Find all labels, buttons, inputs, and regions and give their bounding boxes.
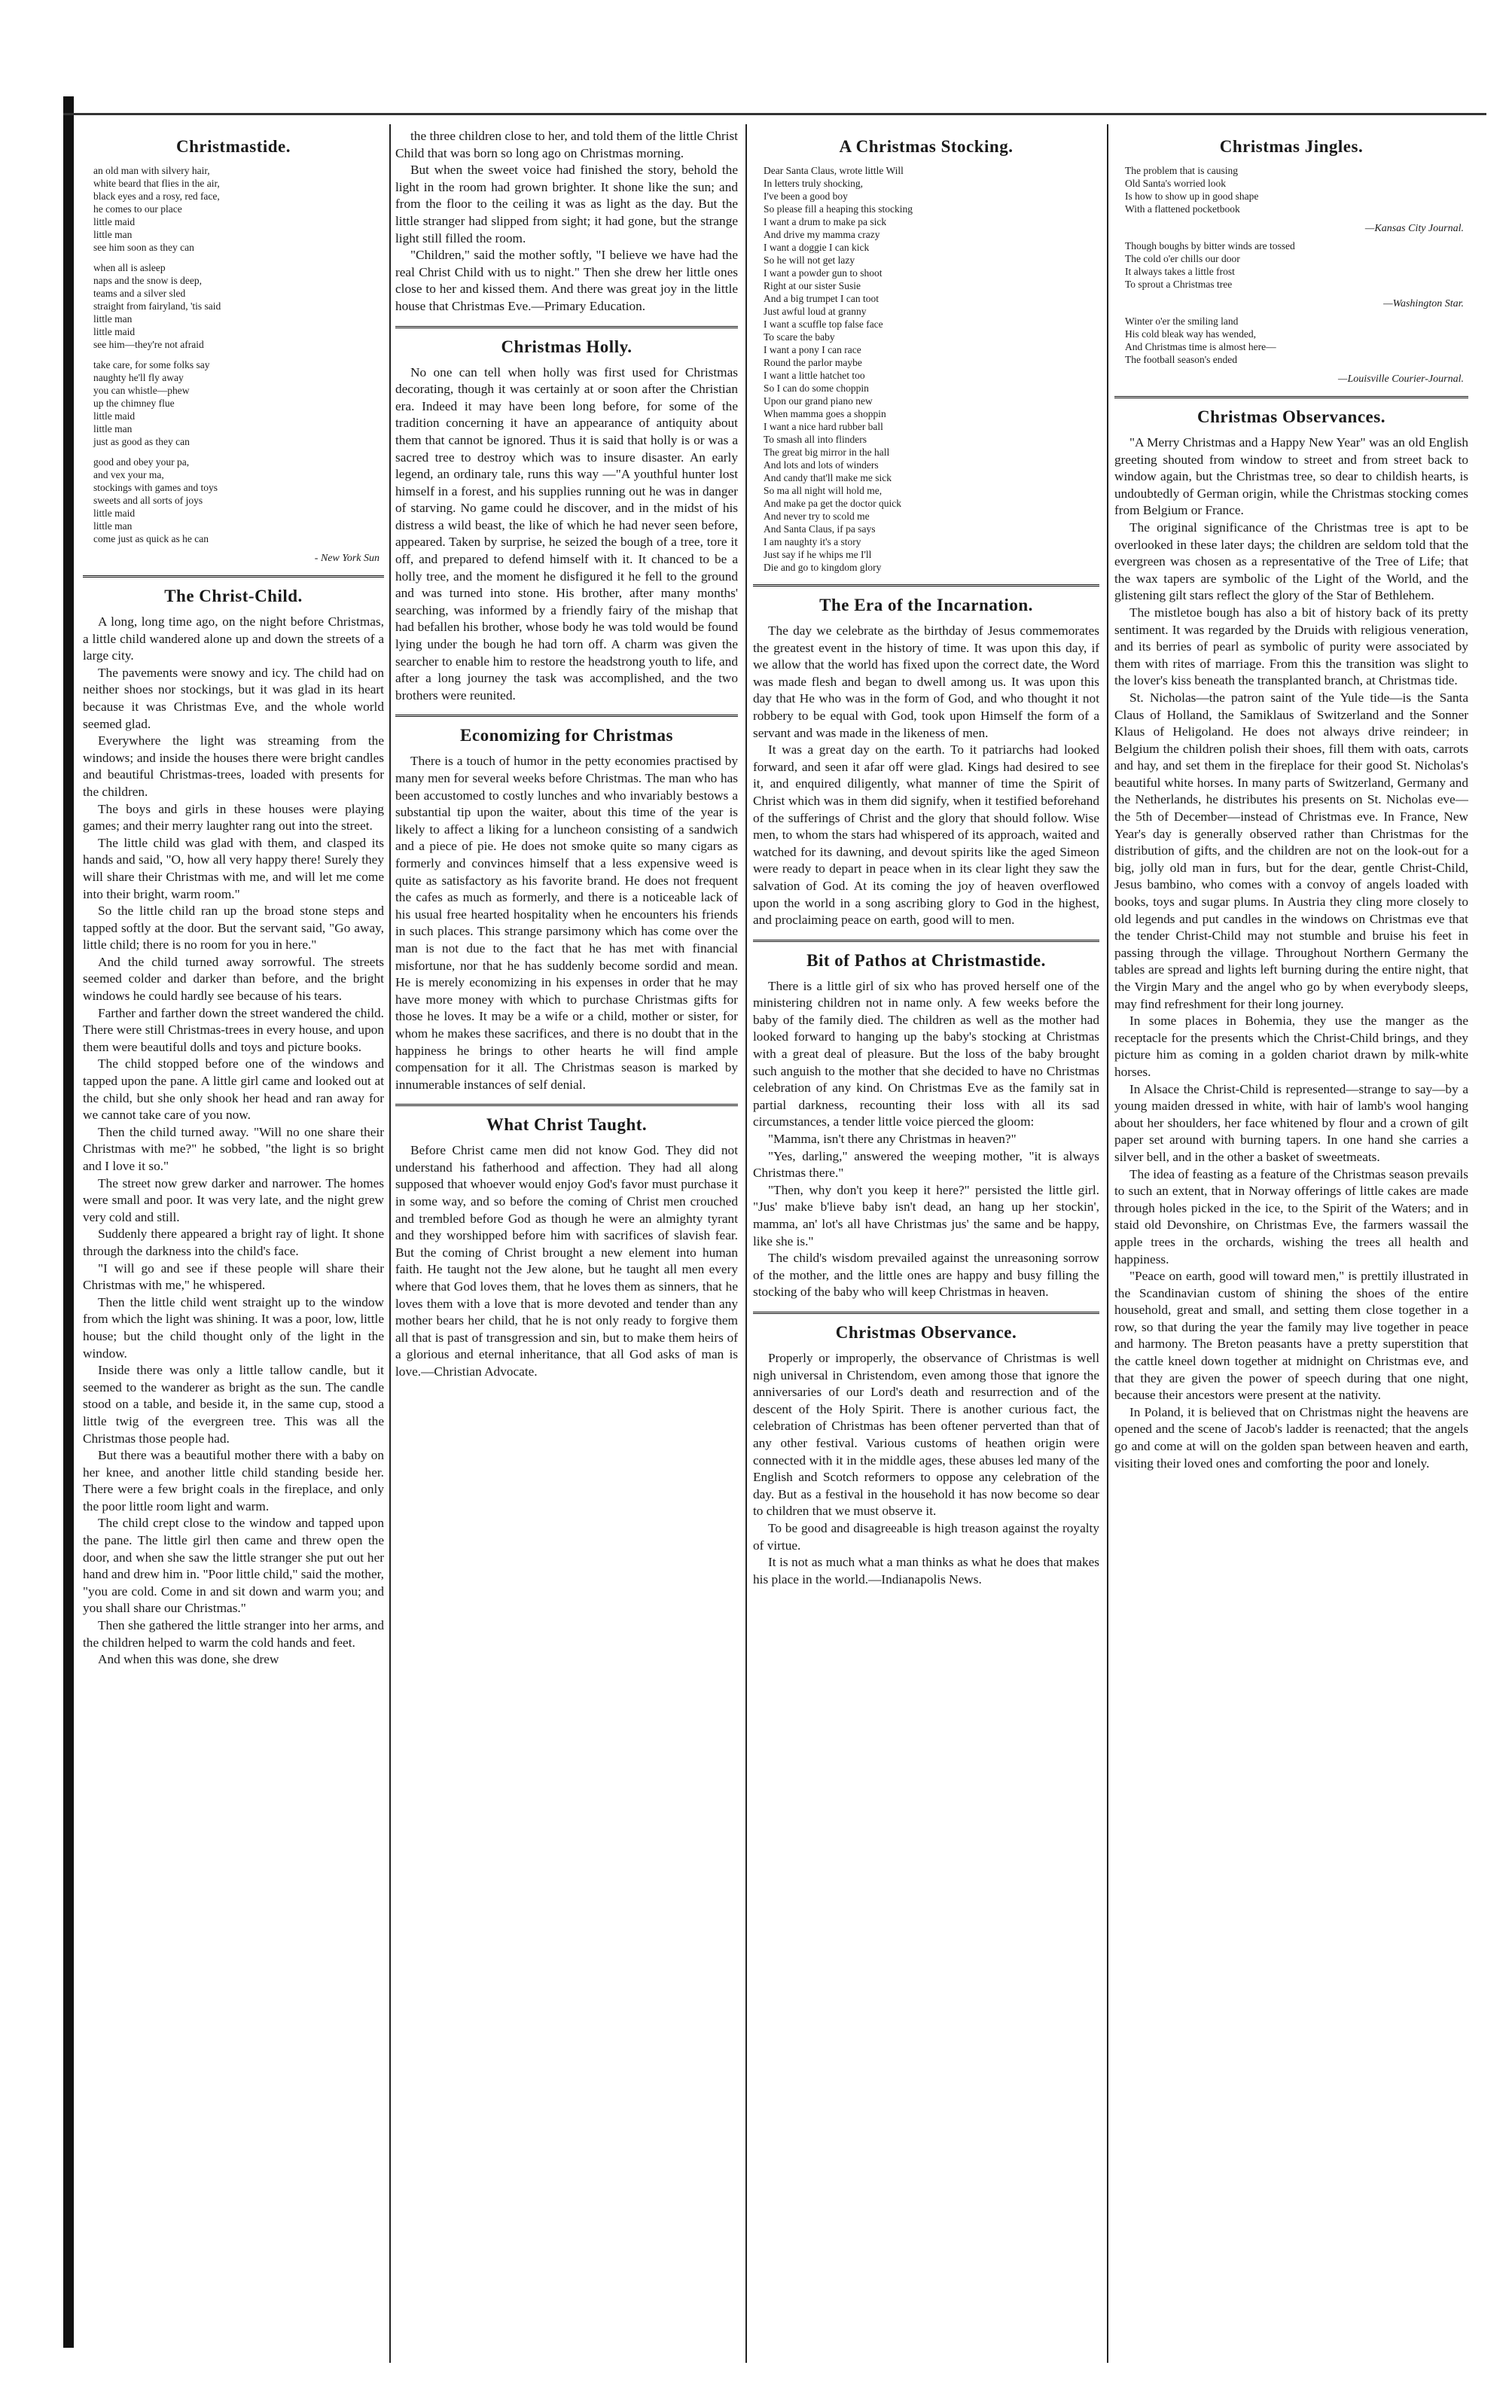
article-christmas-holly [395,326,738,705]
body-paragraph: In Poland, it is believed that on Christmas night the heavens are opened and the scene of Jacob's ladder is reenacted; that the angels go and come at will on the golden span between heaven and earth, visiting their loved ones and comforting the poor and lonely. [1114,1404,1468,1471]
body-paragraph: St. Nicholas—the patron saint of the Yule tide—is the Santa Claus of Holland, the Samiklaus of Switzerland and the Sonner Klaus of Heligoland. He does not always drive reindeer; in Belgium the children polish their shoes, fill them with oats, carrots and hay, and set them in the fireplace for their good St. Nicholas's beautiful white horses. In many parts of Switzerland, Germany and the Netherlands, he distributes his presents on St. Nicholas eve—the 5th of December—instead of Christmas eve. In France, New Year's day is generally observed rather than Christmas for the distribution of gifts, and the children are not on the look-out for a big, jolly old man in furs, but for the dear, gentle Christ-Child, Jesus bambino, who comes with a convoy of angels loaded with books, toys and sugar plums. In Austria they cling more closely to old legends and put candles in the windows on Christmas eve that the tender Christ-Child may not stumble and bruise his feet in passing through the village. Throughout Northern Germany the tables are spread and lights left burning during the entire night, that the Virgin Mary and the angel who go by when everybody sleeps, may find refreshment for their long journey. [1114,690,1468,1011]
body-paragraph: To be good and disagreeable is high treason against the royalty of virtue. [753,1520,1099,1553]
article-the-era-of-the-incarnation [753,584,1099,929]
body-paragraph: The mistletoe bough has also a bit of history back of its pretty sentiment. It was regarded by the Druids with religious veneration, and its berries of pearl as symbolic of purity were associated by them with rites of marriage. From this the transition was slight to the lover's kiss beneath the transplanted branch, at Christmas tide. [1114,605,1468,688]
body-paragraph: But there was a beautiful mother there with a baby on her knee, and another little child standing beside her. There were a few bright coals in the fireplace, and only the poor little room light and warm. [83,1448,384,1513]
article-christmas-observances [1114,396,1468,1472]
poem-stanza: take care, for some folks say naughty he'll fly away you can whistle—phew up the chimney flue little maid little man just as good as they can [93,359,210,447]
body-paragraph: So the little child ran up the broad stone steps and tapped softly at the door. But the servant said, "Go away, little child; there is no room for you in here." [83,904,384,953]
source-credit: —Louisville Courier-Journal. [1338,373,1464,385]
body-paragraph: Inside there was only a little tallow candle, but it seemed to the wanderer as bright as the sun. The candle stood on a table, and beside it, in the same cup, stood a little twig of the evergreen tree. This was all the Christmas those people had. [83,1363,384,1446]
source-credit: —Washington Star. [1383,298,1464,309]
article-headline: What Christ Taught. [486,1115,648,1135]
poem-stanza: Winter o'er the smiling land His cold bleak way has wended, And Christmas time is almost here— The football season's ended [1125,315,1276,365]
column-rule [745,124,747,2363]
body-paragraph: The idea of feasting as a feature of the Christmas season prevails to such an extent, that in Norway offerings of little cakes are made through holes picked in the ice, to the Spirit of the Waters; and in staid old Devonshire, on Christmas Eve, the farmers wassail the apple trees in the orchards, wishing the trees all health and happiness. [1114,1166,1468,1266]
article-divider [753,584,1099,587]
body-paragraph: But when the sweet voice had finished the story, behold the light in the room had grown brighter. It shone like the sun; and from the floor to the ceiling it was as light as the day. But the little stranger had slipped from sight; it had gone, but the strange light still filled the room. [395,163,738,245]
article-divider [753,940,1099,942]
article-headline: Christmastide. [175,137,291,156]
body-paragraph: Everywhere the light was streaming from the windows; and inside the houses there were bright candles and beautiful Christmas-trees, loaded with presents for the children. [83,733,384,799]
article-what-christ-taught [395,1104,738,1380]
article-a-christmas-stocking [753,137,1099,574]
article-divider [395,1104,738,1106]
body-paragraph: Farther and farther down the street wandered the child. There were still Christmas-trees in every house, and upon them were beautiful dolls and toys and picture books. [83,1005,384,1054]
top-rule [63,113,1486,115]
body-paragraph: The street now grew darker and narrower. The homes were small and poor. It was very late, and the night grew very cold and still. [83,1175,384,1224]
article-christmas-observance [753,1312,1099,1588]
body-paragraph: There is a touch of humor in the petty economies practised by many men for several weeks before Christmas. The man who has been accustomed to costly lunches and who invariably bestows a substantial tip upon the waiter, about this time of the year is likely to affect a liking for a luncheon consisting of a sandwich and a piece of pie. He does not smoke quite so many cigars as formerly and convinces himself that a less expensive weed is quite as satisfactory as his favorite brand. He does not frequent the cafes as much as formerly, and there is a noticeable lack of his usual free hearted hospitality when he encounters his friends in such places. This strange parsimony which has come over the man is not due to the fact that he has met with financial misfortune, nor that he has suddenly become sordid and mean. He is merely economizing in his expenses in order that he may have more money with which to purchase Christmas gifts for those he loves. It may be a wife or a child, mother or sister, for whom he makes these sacrifices, and there is no doubt that in the happiness he brings to other hearts he will find ample compensation for it all. The Christmas season is marked by innumerable instances of self denial. [395,754,738,1092]
body-paragraph: "A Merry Christmas and a Happy New Year" was an old English greeting shouted from window to street and from street back to window again, but the Christmas tree, so dear to childish hearts, is undoubtedly of German origin, while the Christmas stocking comes from Belgium or France. [1114,435,1468,518]
article-headline: Bit of Pathos at Christmastide. [806,950,1046,970]
body-paragraph: "Mamma, isn't there any Christmas in heaven?" [768,1132,1017,1147]
body-paragraph: The child stopped before one of the windows and tapped upon the pane. A little girl came and looked out at the child, but she only shook her head and ran away for we cannot take care of you now. [83,1056,384,1123]
article-christmastide [83,137,384,565]
column-2 [395,128,738,2363]
article-headline: The Christ-Child. [164,587,303,605]
body-paragraph: It is not as much what a man thinks as what he does that makes his place in the world.—Indianapolis News. [753,1555,1099,1587]
poem-stanza: Though boughs by bitter winds are tossed The cold o'er chills our door It always takes a little frost To sprout a Christmas tree [1125,240,1295,290]
body-paragraph: It was a great day on the earth. To it patriarchs had looked forward, and seen it afar off were glad. Kings had desired to see it, and enquired diligently, what manner of time the Spirit of Christ which was in them did signify, when it testified beforehand of the sufferings of Christ and the glory that should follow. Wise men, to whom the stars had whispered of its approach, waited and watched for its dawning, and devout spirits like the aged Simeon were ready to depart in peace when in its clear light they saw the salvation of God. At its coming the joy of heaven overflowed upon the world in a song ascribing glory to God in the highest, and proclaiming peace on earth, good will to men. [753,742,1099,928]
article-divider [395,326,738,328]
body-paragraph: "Yes, darling," answered the weeping mother, "it is always Christmas there." [753,1148,1099,1181]
body-paragraph: Then she gathered the little stranger into her arms, and the children helped to warm the cold hands and feet. [83,1618,384,1650]
article-headline: Christmas Observances. [1197,407,1385,426]
body-paragraph: "Then, why don't you keep it here?" persisted the little girl. "Jus' make b'lieve baby isn't dead, an hang up her stockin', mamma, an' lot's all have Christmas jus' the same and be happy, like she is." [753,1182,1099,1248]
column-3 [753,128,1099,2363]
page-edge-bar [63,96,74,2348]
column-rule [389,124,391,2363]
article-headline: Christmas Jingles. [1219,137,1364,156]
body-paragraph: The pavements were snowy and icy. The child had on neither shoes nor stockings, but it was glad in its heart because it was Christmas Eve, and the whole world seemed glad. [83,665,384,731]
body-paragraph: The boys and girls in these houses were playing games; and their merry laughter rang out into the street. [83,801,384,834]
article-divider [83,575,384,578]
body-paragraph: A long, long time ago, on the night before Christmas, a little child wandered alone up and down the streets of a large city. [83,614,384,663]
column-1 [83,128,384,2363]
body-paragraph: the three children close to her, and told them of the little Christ Child that was born so long ago on Christmas morning. [395,129,738,160]
body-paragraph: Suddenly there appeared a bright ray of light. It shone through the darkness into the child's face. [83,1227,384,1258]
body-paragraph: "Peace on earth, good will toward men," is prettily illustrated in the Scandinavian custom of shining the shoes of the entire household, great and small, and setting them close together in a row, so that during the year the family may live together in peace and harmony. The Breton peasants have a pretty superstition that the cattle kneel down together at midnight on Christmas eve, and that they are given the power of speech during that one night, because their ancestors were present at the nativity. [1114,1269,1468,1403]
poem-stanza: The problem that is causing Old Santa's worried look Is how to show up in good shape With a flattened pocketbook [1125,165,1259,215]
poem-stanza: good and obey your pa, and vex your ma, stockings with games and toys sweets and all sorts of joys little maid little man come just as quick as he can [93,456,218,544]
source-credit: —Kansas City Journal. [1364,223,1464,234]
body-paragraph: Then the little child went straight up to the window from which the light was shining. It was a poor, low, little house; but the child thought only of the light in the window. [83,1294,384,1361]
body-paragraph: In some places in Bohemia, they use the manger as the receptacle for the presents which the Christ-Child brings, and they picture him as coming in a golden chariot drawn by milk-white horses. [1114,1013,1468,1079]
body-paragraph: In Alsace the Christ-Child is represented—strange to say—by a young maiden dressed in white, with hair of lamb's wool hanging about her shoulders, her face whitened by flour and a crown of gilt paper set around with burning tapers. In one hand she carries a silver bell, and in the other a basket of sweetmeats. [1114,1081,1468,1164]
body-paragraph: The original significance of the Christmas tree is apt to be overlooked in these later days; the children are seldom told that the evergreen was chosen as a representative of the Tree of Life; that the wax tapers are symbolic of the Light of the World, and the glistening gilt stars reflect the glory of the Star of Bethlehem. [1114,520,1468,603]
body-paragraph: The child crept close to the window and tapped upon the pane. The little girl then came and threw open the door, and when she saw the little stranger she put out her hand and drew him in. "Poor little child," said the mother, "you are cold. Come in and sit down and warm you; and you shall share our Christmas." [83,1516,384,1616]
body-paragraph: The little child was glad with them, and clasped its hands and said, "O, how all very happy there! Surely they will share their Christmas with me, and will let me come into their bright, warm room." [83,835,384,901]
body-paragraph: And when this was done, she drew [98,1652,279,1667]
body-paragraph: No one can tell when holly was first used for Christmas decorating, though it was certainly at or soon after the Christian era. Indeed it may have been long before, for some of the tradition concerning it have an appearance of antiquity about them that cannot be ignored. Thus it is said that holly is or was a sacred tree to destroy which was to insure disaster. An early legend, an ordinary tale, runs this way —"A youthful hunter lost himself in a forest, and his supplies running out he was in danger of starving. No game could he discover, and in the midst of his distress a wild beast, the like of which he had never seen before, appeared. Taken by surprise, he seized the bough of a tree, tore it off, and prepared to defend himself with it. It chanced to be a holly tree, and the moment he disfigured it he fell to the ground and was turned into stone. His brother, after many months' searching, was informed by a friendly fairy of the mishap that had befallen his brother, whose body he was told would be found lying under the bough he had torn off. A charm was given the searcher to enable him to restore the headstrong youth to life, and after a long journey the task was accomplished, and the two brothers were reunited. [395,364,738,703]
article-headline: Economizing for Christmas [460,726,673,745]
body-paragraph: Before Christ came men did not know God. They did not understand his fatherhood and affection. They had all along supposed that whoever would enjoy God's favor must purchase it in some way, and so before the coming of Christ men crouched and trembled before God as though he were an almighty tyrant and they worshipped before him with sacrifices of slavish fear. But the coming of Christ brought a new element into human faith. He taught not the Jew alone, but he taught all men every where that God loves them, that he loves them as sinners, that he loves them with a love that is more devoted and tender than any mother bears her child, that he is not only ready to forgive them all that is past of transgression and sin, but to make them heirs of a glorious and eternal inheritance, that all God asks of man is love.—Christian Advocate. [395,1143,738,1379]
article-headline: A Christmas Stocking. [839,137,1014,156]
body-paragraph: The day we celebrate as the birthday of Jesus commemorates the greatest event in the history of time. It was upon this day, if we allow that the world has fixed upon the correct date, the Word was made flesh and began to dwell among us. It was upon this day that He who was in the form of God, and who thought it not robbery to be equal with God, took upon Himself the form of a servant and was made in the likeness of men. [753,623,1099,740]
article-divider [395,715,738,717]
article-bit-of-pathos-at-christmastide [753,940,1099,1301]
body-paragraph: The child's wisdom prevailed against the unreasoning sorrow of the mother, and the little ones are happy and busy filling the stocking of the baby who will keep Christmas in heaven. [753,1251,1099,1300]
poem-stanza: an old man with silvery hair, white beard that flies in the air, black eyes and a rosy, red face, he comes to our place little maid little man see him soon as they can [93,165,220,253]
article-headline: The Era of the Incarnation. [819,596,1033,614]
body-paragraph: Then the child turned away. "Will no one share their Christmas with me?" he sobbed, "the light is so bright and I love it so." [83,1124,384,1173]
article-continued [395,128,738,315]
article-divider [1114,396,1468,398]
body-paragraph: And the child turned away sorrowful. The streets seemed colder and darker than before, and the bright windows he could hardly see because of his tears. [83,954,384,1004]
article-the-christ-child [83,575,384,1669]
article-divider [753,1312,1099,1314]
poem-stanza: when all is asleep naps and the snow is deep, teams and a silver sled straight from fairyland, 'tis said little man little maid see him—they're not afraid [93,262,221,350]
column-4 [1114,128,1468,2363]
article-economizing-for-christmas [395,715,738,1093]
article-headline: Christmas Holly. [501,337,633,356]
body-paragraph: "I will go and see if these people will share their Christmas with me," he whispered. [83,1260,384,1293]
article-christmas-jingles [1114,137,1468,386]
column-rule [1107,124,1108,2363]
poem-stanza: Dear Santa Claus, wrote little Will In letters truly shocking, I've been a good boy So please fill a heaping this stocking I want a drum to make pa sick And drive my mamma crazy I want a doggie I can kick So he will not get lazy I want a powder gun to shoot Right at our sister Susie And a big trumpet I can toot Just awful loud at granny I want a scuffle top false face To scare the baby I want a pony I can race Round the parlor maybe I want a little hatchet too So I can do some choppin Upon our grand piano new When mamma goes a shoppin I want a nice hard rubber ball To smash all into flinders The great big mirror in the hall And lots and lots of winders And candy that'll make me sick So ma all night will hold me, And make pa get the doctor quick And never try to scold me And Santa Claus, if pa says I am naughty it's a story Just say if he whips me I'll Die and go to kingdom glory [764,165,913,573]
body-paragraph: There is a little girl of six who has proved herself one of the ministering children not in name only. A few weeks before the baby of the family died. The children as well as the mother had looked forward to hanging up the baby's stocking at Christmas with a great deal of pleasure. But the loss of the baby brought such anguish to the mother that she decided to have no Christmas celebration of any kind. On Christmas Eve as the family sat in partial darkness, recounting their loss with all its sad circumstances, a tender little voice pierced the gloom: [753,978,1099,1129]
body-paragraph: Properly or improperly, the observance of Christmas is well nigh universal in Christendom, even among those that ignore the anniversaries of our Lord's death and resurrection and of the descent of the Holy Spirit. There is another curious fact, the celebration of Christmas has been oftener perverted than that of any other festival. Various customs of heathen origin were connected with it in the middle ages, these abuses led many of the English and Scotch reformers to oppose any celebration of the day. But as a festival in the household it has now become so dear to children that we must observe it. [753,1350,1099,1519]
body-paragraph: "Children," said the mother softly, "I believe we have had the real Christ Child with us to night." Then she drew her little ones close to her and kissed them. And there was great joy in the little house that Christmas Eve.—Primary Education. [395,248,738,313]
article-headline: Christmas Observance. [835,1322,1017,1342]
source-credit: - New York Sun [314,553,380,564]
